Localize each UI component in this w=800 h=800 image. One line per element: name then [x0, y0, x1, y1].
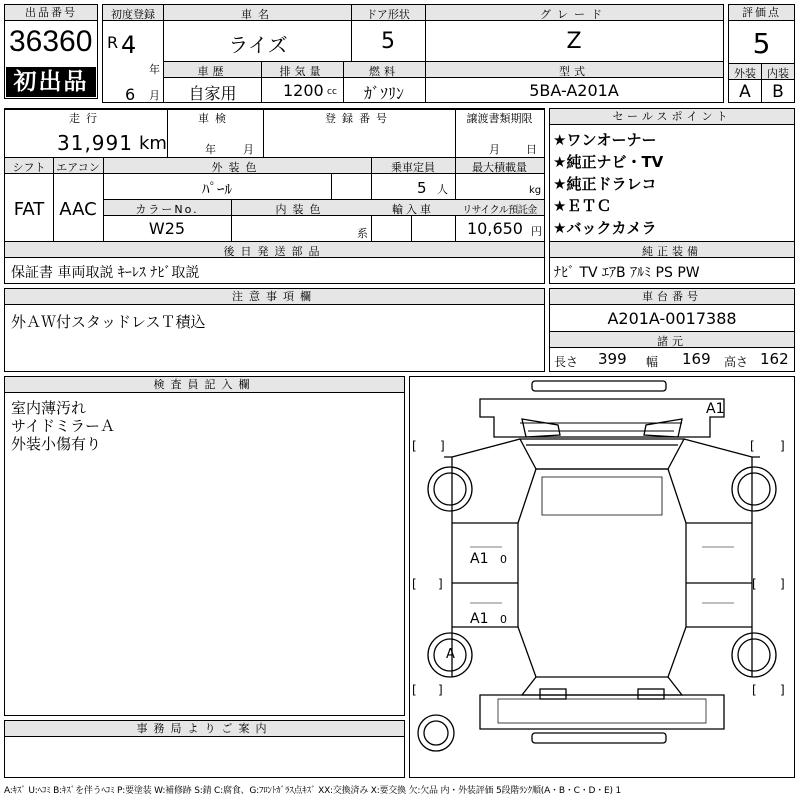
bracket-left-bottom-open: [ [412, 683, 417, 697]
office-box [4, 720, 405, 778]
capacity: 5 [417, 179, 427, 197]
ac-label: エアコン [56, 161, 100, 174]
height-label: 高さ [724, 355, 749, 369]
fuel: ｶﾞｿﾘﾝ [363, 84, 404, 103]
selling-point-5: ★バックカメラ [553, 219, 657, 237]
inspection-label: 車検 [198, 112, 232, 125]
bracket-right-mid-close: ] [780, 577, 785, 591]
int-color-label: 内装色 [275, 203, 327, 216]
length: 399 [598, 350, 627, 368]
ac: AAC [59, 199, 97, 220]
bracket-right-top-open: [ [750, 439, 755, 453]
chassis-box [549, 288, 795, 372]
transfer-label: 譲渡書類期限 [466, 112, 533, 125]
car-outline [410, 377, 794, 777]
shift-label: シフト [12, 161, 46, 174]
mileage-label: 走行 [69, 112, 103, 125]
shift: FAT [13, 199, 45, 220]
inspector-box [4, 376, 405, 716]
selling-point-2: ★純正ナビ・TV [553, 153, 664, 171]
model-code: 5BA-A201A [529, 81, 619, 100]
notes-value: 外ＡＷ付スタッドレスＴ積込 [11, 313, 206, 331]
equipment-value: ﾅﾋﾞ TV ｴｱB ｱﾙﾐ PS PW [554, 265, 700, 281]
first-listing-badge: 初出品 [6, 67, 96, 97]
selling-point-4: ★ＥＴＣ [553, 197, 612, 215]
inspector-line-1: 室内薄汚れ [11, 399, 87, 417]
displacement: 1200 [283, 81, 324, 100]
selling-points-box [549, 108, 795, 284]
lot-number: 36360 [9, 25, 93, 58]
displacement-unit: cc [327, 87, 337, 97]
bracket-left-mid-close: ] [438, 577, 443, 591]
capacity-label: 乗車定員 [391, 161, 435, 174]
bracket-left-mid-open: [ [412, 577, 417, 591]
first-reg-label: 初度登録 [111, 8, 155, 21]
exterior-label: 外装 [734, 67, 756, 80]
legend: A:ｷｽﾞ U:ﾍｺﾐ B:ｷｽﾞを伴うﾍｺﾐ P:要塗装 W:補修跡 S:錆 C:腐食、G:ﾌﾛﾝﾄｶﾞﾗｽ点ｷｽﾞ XX:交換済み X:要交換 欠:欠品 内・外装評価 5段階ﾗﾝｸ順(A・B・C・D・E) 1 [4, 786, 622, 796]
color-no: W25 [148, 219, 186, 238]
selling-point-3: ★純正ドラレコ [553, 175, 657, 193]
recycle: 10,650 [467, 219, 523, 238]
car-name: ライズ [228, 33, 288, 57]
damage-mark-rear-wheel: A [446, 647, 455, 662]
bracket-left-bottom-close: ] [438, 683, 443, 697]
exterior-grade: A [739, 82, 751, 102]
import-label: 輸入車 [392, 203, 434, 216]
transfer-month-unit: 月 [489, 143, 500, 156]
notes-box [4, 288, 545, 372]
grade-label: グレード [540, 8, 608, 21]
damage-mark-hood: A1 [706, 401, 725, 417]
chassis-label: 車台番号 [550, 289, 794, 305]
chassis-number: A201A-0017388 [607, 309, 737, 328]
year: 4 [121, 31, 137, 59]
selling-point-1: ★ワンオーナー [553, 131, 657, 149]
accessories-label: 後日発送部品 [223, 245, 326, 258]
interior-label: 内装 [767, 67, 789, 80]
spec-label: 諸元 [657, 335, 687, 348]
vehicle-info-box [102, 4, 724, 103]
zero-rear-door: 0 [500, 613, 507, 626]
displacement-label: 排気量 [279, 65, 325, 78]
lot-number-label: 出品番号 [5, 5, 97, 21]
doors-label: ドア形状 [366, 8, 410, 21]
inspection-year-unit: 年 [205, 143, 216, 156]
bracket-right-mid-open: [ [752, 577, 757, 591]
width: 169 [682, 350, 711, 368]
accessories-value: 保証書 車両取説 ｷｰﾚｽ ﾅﾋﾞ取説 [11, 265, 200, 281]
history-label: 車歴 [197, 65, 228, 78]
lot-number-box [4, 4, 98, 99]
era: R [107, 33, 119, 52]
selling-points-label: セールスポイント [550, 109, 794, 125]
mileage: 31,991 [57, 131, 133, 155]
notes-label: 注意事項欄 [5, 289, 544, 305]
bracket-right-bottom-open: [ [752, 683, 757, 697]
inspector-line-3: 外装小傷有り [11, 435, 102, 453]
bracket-left-top-open: [ [412, 439, 417, 453]
score-box [728, 4, 795, 103]
details-box [4, 108, 545, 284]
zero-front-door: 0 [500, 553, 507, 566]
mileage-unit: km [139, 133, 167, 154]
month-unit: 月 [149, 89, 160, 102]
score: 5 [752, 27, 771, 60]
inspector-label: 検査員記入欄 [5, 377, 404, 393]
recycle-label: リサイクル預託金 [462, 205, 537, 216]
fuel-label: 燃料 [369, 65, 399, 78]
capacity-unit: 人 [437, 183, 448, 196]
month: 6 [125, 85, 136, 104]
ext-color-label: 外装色 [211, 161, 263, 174]
plate-label: 登録番号 [325, 112, 393, 125]
width-label: 幅 [646, 355, 659, 369]
doors: 5 [381, 29, 395, 54]
grade: Z [566, 29, 582, 54]
bracket-left-top-close: ] [440, 439, 445, 453]
bracket-right-bottom-close: ] [780, 683, 785, 697]
recycle-unit: 円 [531, 225, 542, 238]
interior-grade: B [772, 82, 784, 102]
load-label: 最大積載量 [472, 161, 527, 174]
car-name-label: 車名 [241, 8, 275, 21]
damage-mark-front-door: A1 [470, 551, 489, 567]
equipment-label: 純正装備 [642, 245, 702, 258]
int-color-unit: 系 [357, 227, 368, 240]
history: 自家用 [188, 84, 237, 103]
inspection-month-unit: 月 [243, 143, 254, 156]
load-unit: kg [529, 185, 542, 196]
ext-color: ﾊﾟｰﾙ [201, 180, 232, 198]
damage-mark-rear-door: A1 [470, 611, 489, 627]
bracket-right-top-close: ] [780, 439, 785, 453]
model-code-label: 型式 [559, 65, 589, 78]
color-no-label: カラーNo. [135, 203, 199, 216]
score-label: 評価点 [729, 5, 794, 21]
office-label: 事務局よりご案内 [5, 721, 404, 737]
car-diagram [409, 376, 795, 778]
height: 162 [760, 350, 789, 368]
year-unit: 年 [149, 63, 160, 76]
transfer-day-unit: 日 [526, 143, 537, 156]
inspector-line-2: サイドミラーＡ [11, 417, 115, 435]
length-label: 長さ [554, 355, 579, 369]
